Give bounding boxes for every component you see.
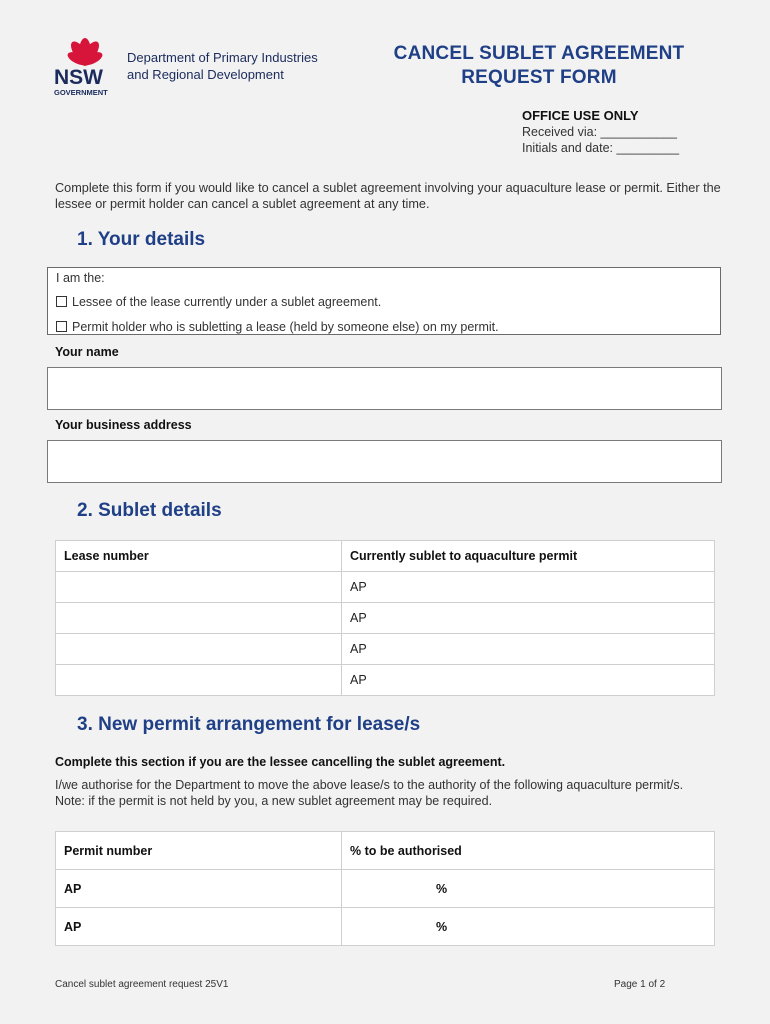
- i-am-the-label: I am the:: [56, 271, 105, 285]
- lease-number-header: Lease number: [56, 541, 342, 572]
- option-lessee-label: Lessee of the lease currently under a sublet agreement.: [72, 295, 382, 309]
- role-selection-box: [47, 267, 721, 335]
- option-permit-holder[interactable]: [56, 320, 499, 334]
- table-row: [56, 870, 715, 908]
- lease-number-cell[interactable]: [56, 634, 342, 665]
- department-line-2: and Regional Development: [127, 67, 284, 82]
- sublet-details-table: [55, 540, 715, 696]
- lease-number-cell[interactable]: [56, 603, 342, 634]
- your-name-input[interactable]: [47, 367, 722, 410]
- section-2-title: 2. Sublet details: [77, 500, 222, 521]
- table-row: [56, 634, 715, 665]
- department-line-1: Department of Primary Industries: [127, 50, 318, 65]
- table-header-row: [56, 541, 715, 572]
- logo-text: NSW: [54, 66, 103, 89]
- new-permit-table: [55, 831, 715, 946]
- table-header-row: [56, 832, 715, 870]
- form-title: [370, 42, 708, 90]
- permit-number-cell[interactable]: AP: [56, 870, 342, 908]
- lease-number-cell[interactable]: [56, 572, 342, 603]
- permit-holder-checkbox[interactable]: [56, 321, 67, 332]
- form-title-line-1: CANCEL SUBLET AGREEMENT: [393, 43, 685, 64]
- office-use-heading: OFFICE USE ONLY: [522, 108, 639, 123]
- business-address-label: Your business address: [55, 418, 192, 432]
- logo-subtext: GOVERNMENT: [54, 88, 108, 97]
- permit-number-header: Permit number: [56, 832, 342, 870]
- received-via-field: Received via: ___________: [522, 125, 677, 139]
- percent-cell[interactable]: %: [342, 870, 715, 908]
- table-row: [56, 572, 715, 603]
- sublet-permit-header: Currently sublet to aquaculture permit: [342, 541, 715, 572]
- option-lessee[interactable]: [56, 295, 381, 309]
- option-permit-holder-label: Permit holder who is subletting a lease (held by someone else) on my permit.: [72, 320, 499, 334]
- sublet-permit-cell[interactable]: AP: [342, 603, 715, 634]
- waratah-icon: [52, 34, 118, 98]
- permit-number-cell[interactable]: AP: [56, 908, 342, 946]
- table-row: [56, 665, 715, 696]
- percent-authorised-header: % to be authorised: [342, 832, 715, 870]
- lease-number-cell[interactable]: [56, 665, 342, 696]
- percent-cell[interactable]: %: [342, 908, 715, 946]
- business-address-input[interactable]: [47, 440, 722, 483]
- your-name-label: Your name: [55, 345, 119, 359]
- footer-document-id: Cancel sublet agreement request 25V1: [55, 979, 229, 990]
- footer-page-number: Page 1 of 2: [614, 979, 666, 990]
- table-row: [56, 908, 715, 946]
- sublet-permit-cell[interactable]: AP: [342, 572, 715, 603]
- office-use-block: [522, 108, 679, 156]
- initials-date-field: Initials and date: _________: [522, 141, 680, 155]
- nsw-government-logo: [52, 34, 118, 98]
- section-3-paragraph: I/we authorise for the Department to move the above lease/s to the authority of the following aquaculture permit/s. Note: if the permit is not held by you, a new sublet agreement may be required.: [55, 778, 684, 808]
- lessee-checkbox[interactable]: [56, 296, 67, 307]
- sublet-permit-cell[interactable]: AP: [342, 665, 715, 696]
- section-3-title: 3. New permit arrangement for lease/s: [77, 714, 421, 735]
- intro-text: Complete this form if you would like to cancel a sublet agreement involving your aquaculture lease or permit. Either the lessee or permit holder can cancel a sublet agreement at any time.: [55, 181, 721, 211]
- sublet-permit-cell[interactable]: AP: [342, 634, 715, 665]
- section-1-title: 1. Your details: [77, 229, 206, 250]
- form-title-line-2: REQUEST FORM: [461, 67, 617, 88]
- department-name: [127, 49, 318, 83]
- section-3-subheading: Complete this section if you are the lessee cancelling the sublet agreement.: [55, 755, 506, 769]
- table-row: [56, 603, 715, 634]
